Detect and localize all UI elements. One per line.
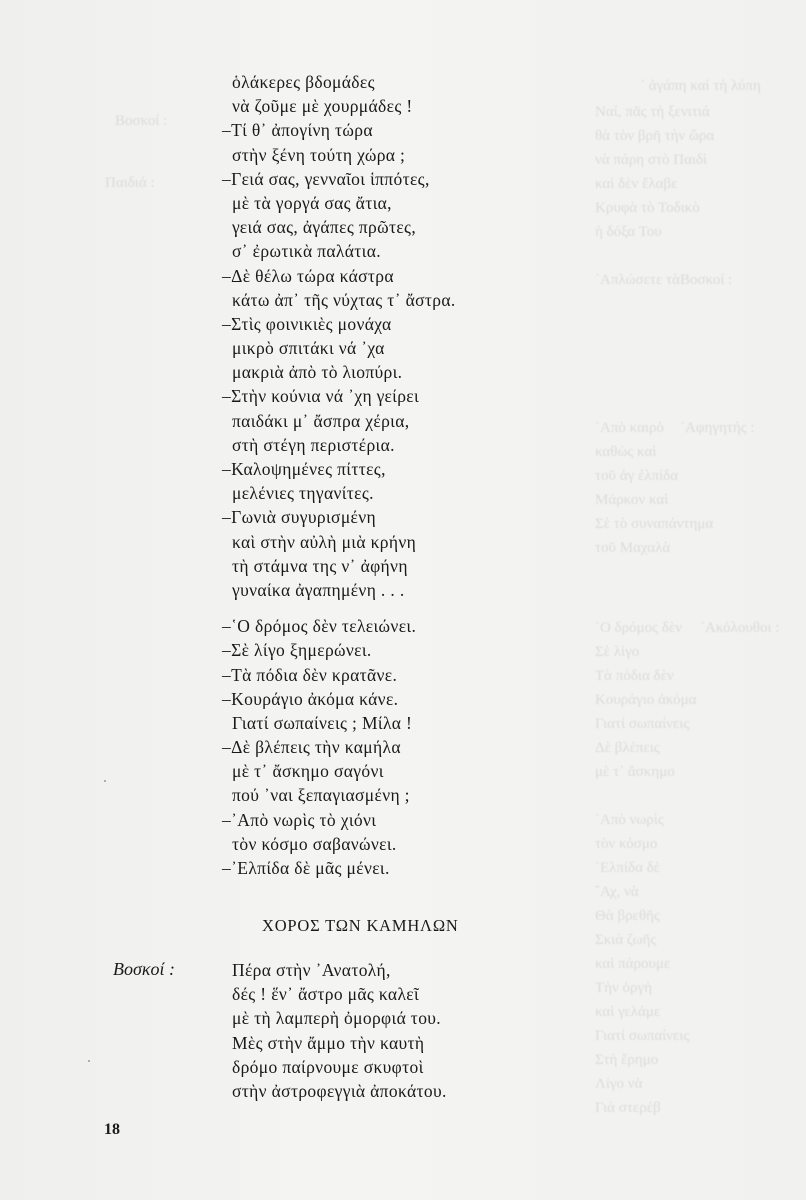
poem-line: –Τὰ πόδια δὲν κρατᾶνε. <box>222 664 398 685</box>
poem-line: Μὲς στὴν ἄμμο τὴν καυτὴ <box>232 1032 425 1053</box>
book-page: ᾽ ἀγάπη καὶ τὴ λύπη Ναί, πᾶς τὴ ξενιτιά Βοσκοί : θὰ τὸν βρῆ τὴν ὥρα νὰ πάρη στὸ Παιδὶ Παιδιά : καὶ δὲν ἔλαβε Κρυφὰ τὸ Τοδικὸ ἡ δόξα Του ᾽Απλώσετε τὰ Βοσκοί : ᾽Απὸ καιρὸ ᾽Αφηγητής : καθὼς καὶ τοῦ ἀγ ἐλπίδα Μάρκον καὶ Σὲ τὸ συναπάντημα τοῦ Μαχαλὰ ῾Ο δρόμος δὲν ᾽Ακόλουθοι : Σὲ λίγο Τὰ πόδια δὲν Κουράγιο ἀκόμα Γιατί σωπαίνεις Δὲ βλέπεις μὲ τ᾽ ἄσκημο ᾽Απὸ νωρὶς τὸν κόσμο ᾽Ελπίδα δὲ ῎Αχ, νὰ Θὰ βρεθῆς Σκιὰ ζωῆς καὶ πάρουμε Τὴν ὀργὴ καὶ γελάμε Γιατί σωπαίνεις Στὴ ἔρημο Λίγο νὰ Γιὰ στερέβ ὁλάκερες βδομάδες νὰ ζοῦμε μὲ χουρμάδες ! –Τί θ᾽ ἀπογίνη τώρα στὴν ξένη τούτη χώρα ; –Γειά σας, γενναῖοι ἱππότες, μὲ τὰ γοργά σας ἄτια, γειά σας, ἀγάπες πρῶτες, σ᾽ ἐρωτικὰ παλάτια. –Δὲ θέλω τώρα κάστρα κάτω ἀπ᾽ τῆς νύχτας τ᾽ ἄστρα. –Στὶς φοινικιὲς μονάχα μικρὸ σπιτάκι νά ᾽χα μακριὰ ἀπὸ τὸ λιοπύρι. –Στὴν κούνια νά ᾽χη γείρει παιδάκι μ᾽ ἄσπρα χέρια, στὴ στέγη περιστέρια. –Καλοψημένες πίττες, μελένιες τηγανίτες. –Γωνιὰ συγυρισμένη καὶ στὴν αὐλὴ μιὰ κρήνη τὴ στάμνα της ν᾽ ἀφήνη γυναίκα ἀγαπημένη . . . –῾Ο δρόμος δὲν τελειώνει. –Σὲ λίγο ξημερώνει. –Τὰ πόδια δὲν κρατᾶνε. –Κουράγιο ἀκόμα κάνε. Γιατί σωπαίνεις ; Μίλα ! –Δὲ βλέπεις τὴν καμήλα μὲ τ᾽ ἄσκημο σαγόνι πού ᾽ναι ξεπαγιασμένη ; –᾽Απὸ νωρὶς τὸ χιόνι τὸν κόσμο σαβανώνει. –᾽Ελπίδα δὲ μᾶς μένει. ΧΟΡΟΣ ΤΩΝ ΚΑΜΗΛΩΝ Βοσκοί : Πέρα στὴν ᾽Ανατολή, δές ! ἕν᾽ ἄστρο μᾶς καλεῖ μὲ τὴ λαμπερὴ ὀμορφιά του. Μὲς στὴν ἄμμο τὴν καυτὴ δρόμο παίρνουμε σκυφτοὶ στὴν ἀστροφεγγιὰ ἀποκάτου. 18 <box>0 0 806 1200</box>
poem-line: τὴ στάμνα της ν᾽ ἀφήνη <box>232 555 408 576</box>
poem-line: τὸν κόσμο σαβανώνει. <box>232 833 397 854</box>
poem-stanza-1 <box>222 70 652 880</box>
poem-line: –᾽Απὸ νωρὶς τὸ χιόνι <box>222 809 377 830</box>
poem-line: νὰ ζοῦμε μὲ χουρμάδες ! <box>232 96 413 117</box>
poem-line: δρόμο παίρνουμε σκυφτοὶ <box>232 1056 424 1077</box>
poem-line: –Στὴν κούνια νά ᾽χη γείρει <box>222 386 420 407</box>
poem-line: μικρὸ σπιτάκι νά ᾽χα <box>232 338 385 359</box>
poem-line: δές ! ἕν᾽ ἄστρο μᾶς καλεῖ <box>232 984 420 1005</box>
poem-line: –Καλοψημένες πίττες, <box>222 459 386 479</box>
poem-line: στὴ στέγη περιστέρια. <box>232 434 395 455</box>
poem-line: μὲ τὰ γοργά σας ἄτια, <box>232 192 392 213</box>
poem-line: μελένιες τηγανίτες. <box>232 483 374 504</box>
poem-line: μακριὰ ἀπὸ τὸ λιοπύρι. <box>232 362 403 383</box>
poem-line: –Κουράγιο ἀκόμα κάνε. <box>222 688 399 709</box>
paper-speck <box>88 1060 90 1062</box>
poem-line: –Δὲ θέλω τώρα κάστρα <box>222 265 394 286</box>
poem-line: γυναίκα ἀγαπημένη . . . <box>232 579 405 600</box>
section-heading: ΧΟΡΟΣ ΤΩΝ ΚΑΜΗΛΩΝ <box>262 916 459 935</box>
poem-line: καὶ στὴν αὐλὴ μιὰ κρήνη <box>232 531 417 552</box>
poem-line: μὲ τ᾽ ἄσκημο σαγόνι <box>232 761 384 782</box>
poem-line: –Δὲ βλέπεις τὴν καμήλα <box>222 737 401 758</box>
speaker-label: Βοσκοί : <box>113 959 176 979</box>
poem-line: –῾Ο δρόμος δὲν τελειώνει. <box>222 616 417 637</box>
poem-line: ὁλάκερες βδομάδες <box>232 72 375 92</box>
poem-line: γειά σας, ἀγάπες πρῶτες, <box>232 217 417 238</box>
poem-line: μὲ τὴ λαμπερὴ ὀμορφιά του. <box>232 1008 442 1029</box>
poem-line: Πέρα στὴν ᾽Ανατολή, <box>232 960 391 980</box>
paper-speck <box>104 780 106 782</box>
poem-line: –᾽Ελπίδα δὲ μᾶς μένει. <box>222 858 390 878</box>
poem-line: σ᾽ ἐρωτικὰ παλάτια. <box>232 241 381 262</box>
poem-line: –Στὶς φοινικιὲς μονάχα <box>222 313 392 334</box>
poem-line: παιδάκι μ᾽ ἄσπρα χέρια, <box>232 410 410 431</box>
poem-line: –Σὲ λίγο ξημερώνει. <box>222 640 372 661</box>
poem-line: κάτω ἀπ᾽ τῆς νύχτας τ᾽ ἄστρα. <box>232 289 456 310</box>
poem-line: Γιατί σωπαίνεις ; Μίλα ! <box>232 712 413 733</box>
poem-line: –Γωνιὰ συγυρισμένη <box>222 507 377 528</box>
stanza-gap <box>222 602 652 614</box>
poem-line: στὴν ἀστροφεγγιὰ ἀποκάτου. <box>232 1080 447 1101</box>
poem-line: –Γειά σας, γενναῖοι ἱππότες, <box>222 168 430 189</box>
poem-line: πού ᾽ναι ξεπαγιασμένη ; <box>232 785 410 806</box>
poem-line: –Τί θ᾽ ἀπογίνη τώρα <box>222 120 373 141</box>
page-number: 18 <box>104 1121 120 1138</box>
poem-line: στὴν ξένη τούτη χώρα ; <box>232 144 406 165</box>
poem-stanza-2 <box>232 958 447 1103</box>
